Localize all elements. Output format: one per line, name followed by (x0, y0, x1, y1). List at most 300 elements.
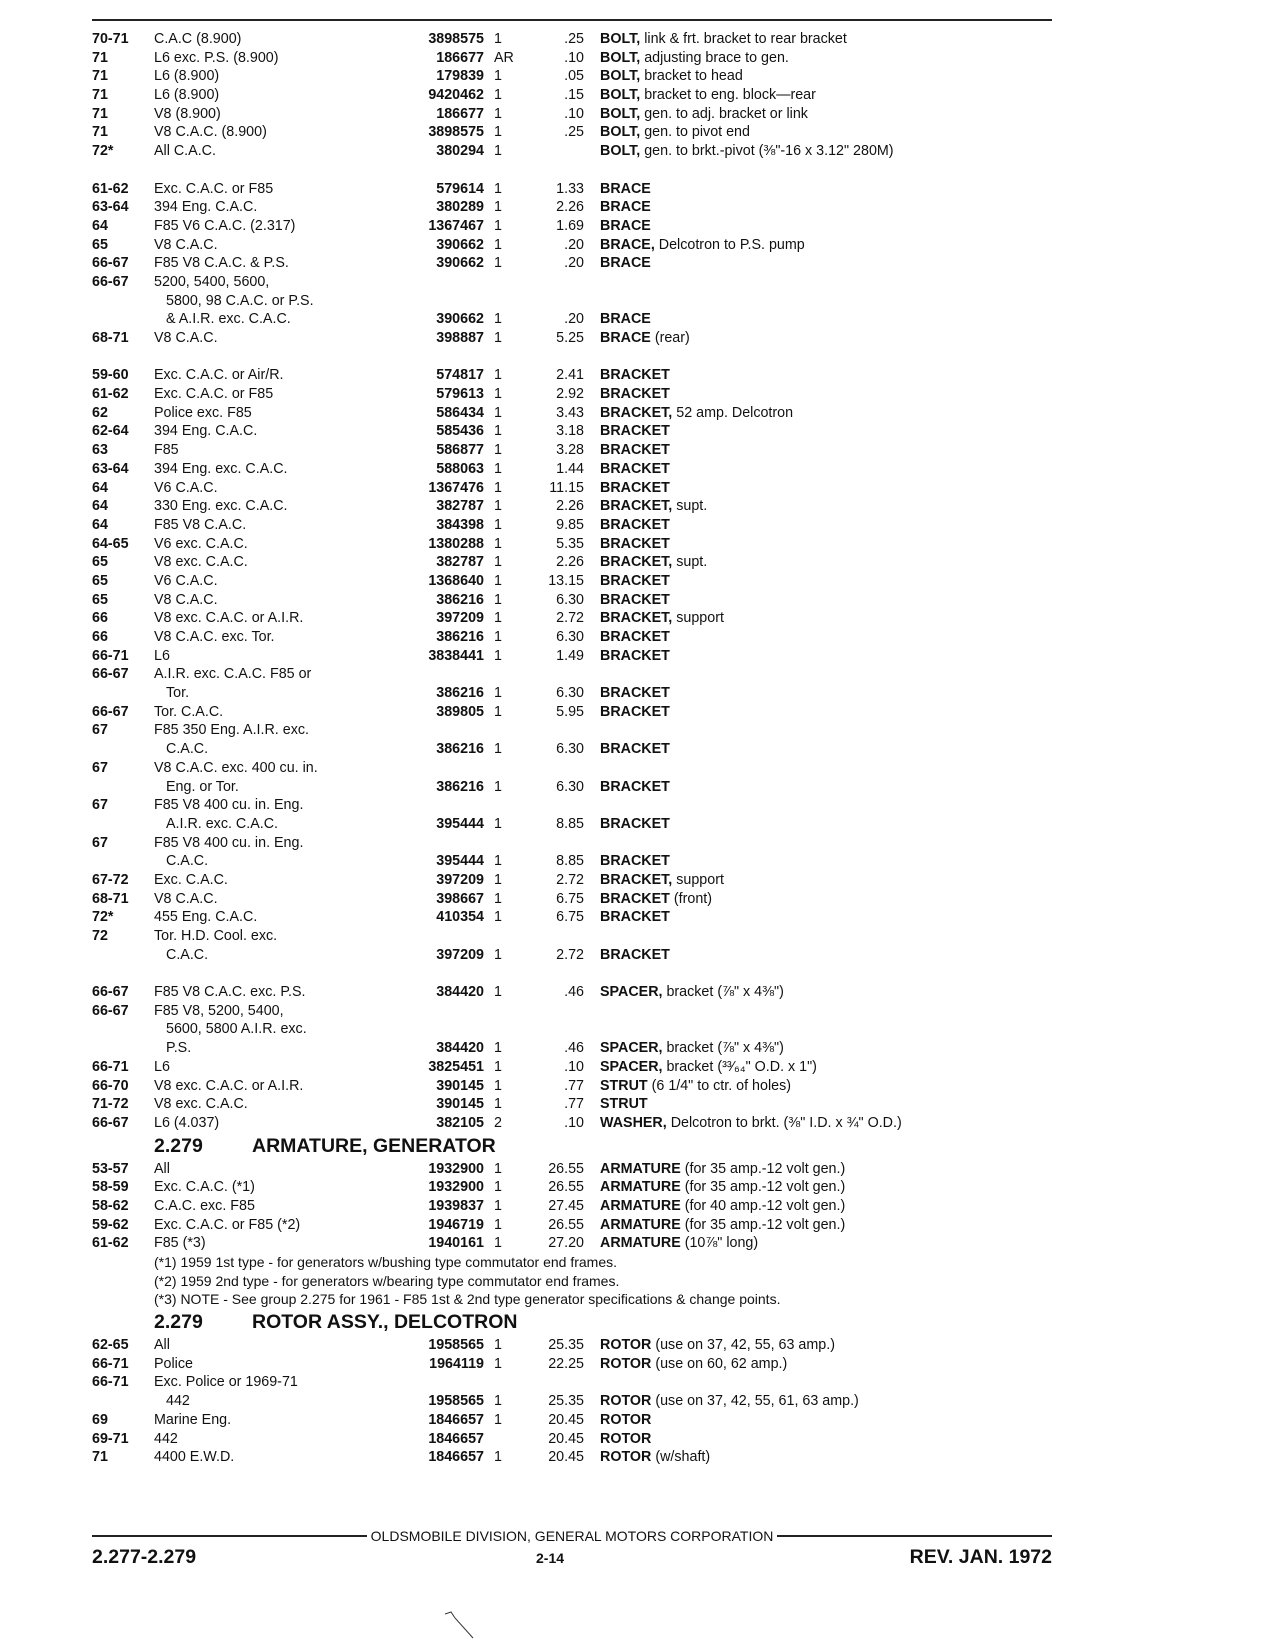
table-row (92, 647, 1052, 666)
description-name: BOLT, (600, 31, 641, 47)
quantity-cell: 1 (494, 741, 502, 758)
description-detail: supt. (672, 554, 708, 571)
description-detail: (6 1/4" to ctr. of holes) (647, 1077, 792, 1094)
year-cell: 63 (92, 442, 108, 459)
description-name: STRUT (600, 1096, 648, 1113)
part-number-cell: 386216 (436, 591, 484, 608)
application-cell: V6 C.A.C. (154, 479, 218, 496)
application-cell: V6 exc. C.A.C. (154, 535, 248, 552)
table-row (92, 49, 1052, 68)
part-number-cell (390, 665, 490, 684)
part-number-cell: 3825451 (428, 1058, 484, 1075)
year-cell: 65 (92, 236, 108, 253)
year-cell: 64-65 (92, 535, 129, 552)
quantity-cell: 1 (494, 124, 502, 141)
description-name: BOLT, (600, 105, 641, 122)
table-row (92, 67, 1052, 86)
price-cell: 6.30 (556, 778, 584, 795)
quantity-cell: 1 (494, 442, 502, 459)
description-cell (600, 1448, 1052, 1467)
price-cell: 27.45 (548, 1197, 584, 1214)
year-cell: 66 (92, 629, 108, 645)
year-cell: 71 (92, 105, 108, 122)
application-cell: C.A.C. (166, 946, 209, 963)
part-number-cell: 384420 (436, 984, 484, 1001)
year-cell: 67 (92, 759, 108, 776)
year-cell: 66-71 (92, 647, 129, 664)
description-name: WASHER, (600, 1114, 667, 1131)
price-cell: .20 (564, 236, 584, 253)
footnote: (*2) 1959 2nd type - for generators w/bearing type commutator end frames. (154, 1272, 620, 1289)
quantity-cell: 1 (494, 423, 502, 440)
description-name: BOLT, (600, 68, 641, 85)
description-cell (600, 1355, 1052, 1374)
price-cell: .20 (564, 255, 584, 272)
year-cell: 62-64 (92, 423, 129, 440)
description-cell (600, 30, 1052, 49)
application-cell: V8 (8.900) (154, 105, 221, 122)
part-number-cell: 390145 (436, 1096, 484, 1113)
part-number-cell: 382787 (436, 554, 484, 571)
part-number-cell: 1946719 (428, 1216, 484, 1233)
description-cell (600, 946, 1052, 965)
year-cell (92, 310, 154, 329)
section-number: 2.279 (154, 1134, 203, 1157)
year-cell (92, 292, 154, 311)
description-name: BRACKET (600, 853, 670, 870)
table-row (92, 1178, 1052, 1197)
application-cell: P.S. (166, 1040, 192, 1057)
table-row (92, 815, 1052, 834)
description-cell (600, 310, 1052, 329)
price-cell: 26.55 (548, 1179, 584, 1196)
price-cell: .10 (564, 49, 584, 66)
description-cell (600, 422, 1052, 441)
price-cell: 2.72 (556, 610, 584, 627)
price-cell: 2.26 (556, 199, 584, 216)
section-number: 2.279 (154, 1311, 203, 1334)
table-row (92, 890, 1052, 909)
description-name: BRACE (600, 311, 651, 328)
quantity-cell (490, 273, 530, 292)
table-row (92, 852, 1052, 871)
footer-division: OLDSMOBILE DIVISION, GENERAL MOTORS CORPORATION (370, 1528, 774, 1544)
description-cell (600, 123, 1052, 142)
part-number-cell (390, 273, 490, 292)
description-detail: (10⅞" long) (680, 1235, 759, 1252)
application-cell: L6 (8.900) (154, 68, 220, 85)
description-name: ROTOR (600, 1393, 652, 1410)
part-number-cell: 382787 (436, 498, 484, 515)
part-number-cell: 9420462 (428, 87, 484, 104)
footer (92, 1546, 1052, 1574)
quantity-cell: 1 (494, 1058, 502, 1075)
year-cell (92, 946, 154, 965)
description-cell (600, 1002, 1052, 1021)
part-number-cell: 397209 (436, 610, 484, 627)
quantity-cell (490, 927, 530, 946)
description-name: ROTOR (600, 1449, 652, 1466)
description-cell (600, 1234, 1052, 1253)
year-cell: 65 (92, 554, 108, 571)
table-row (92, 30, 1052, 49)
description-cell (600, 1178, 1052, 1197)
application-cell: Police (154, 1355, 193, 1372)
description-name: BRACE (600, 217, 651, 234)
application-cell: 442 (154, 1430, 178, 1447)
quantity-cell (490, 796, 530, 815)
application-cell: V8 C.A.C. (8.900) (154, 124, 267, 141)
application-cell: L6 (154, 647, 170, 664)
description-cell (600, 1077, 1052, 1096)
price-cell: .05 (564, 68, 584, 85)
year-cell (92, 1392, 154, 1411)
description-name: ARMATURE (600, 1216, 681, 1233)
description-detail: (for 35 amp.-12 volt gen.) (680, 1216, 846, 1233)
part-number-cell: 386216 (436, 741, 484, 758)
application-cell: All (154, 1337, 170, 1354)
quantity-cell: 1 (494, 778, 502, 795)
price-cell: 22.25 (548, 1355, 584, 1372)
section-title-text: ROTOR ASSY., DELCOTRON (252, 1311, 518, 1334)
year-cell: 72* (92, 909, 114, 926)
year-cell: 71-72 (92, 1096, 129, 1113)
part-number-cell: 3898575 (428, 124, 484, 141)
description-name: BRACKET (600, 629, 670, 645)
description-cell (600, 441, 1052, 460)
description-name: ROTOR (600, 1430, 652, 1447)
part-number-cell: 398667 (436, 890, 484, 907)
quantity-cell: 1 (494, 591, 502, 608)
price-cell: 25.35 (548, 1337, 584, 1354)
table-row (92, 1114, 1052, 1133)
description-detail: link & frt. bracket to rear bracket (640, 31, 847, 47)
description-cell (600, 684, 1052, 703)
part-number-cell: 397209 (436, 946, 484, 963)
table-row (92, 927, 1052, 946)
quantity-cell: AR (494, 49, 514, 66)
application-cell: C.A.C. exc. F85 (154, 1197, 255, 1214)
description-name: SPACER, (600, 1058, 663, 1075)
price-cell (530, 665, 600, 684)
part-number-cell (390, 1373, 490, 1392)
quantity-cell (490, 834, 530, 853)
table-row (92, 908, 1052, 927)
price-cell: .10 (564, 1114, 584, 1131)
price-cell: 5.95 (556, 703, 584, 720)
footer-group: 2.277-2.279 (92, 1546, 197, 1568)
quantity-cell: 1 (494, 685, 502, 702)
part-number-cell: 588063 (436, 460, 484, 477)
description-name: ROTOR (600, 1411, 652, 1428)
table-row (92, 778, 1052, 797)
description-cell (600, 329, 1052, 348)
description-detail: bracket (³³⁄₆₄" O.D. x 1") (662, 1058, 817, 1075)
quantity-cell (490, 292, 530, 311)
quantity-cell (490, 1020, 530, 1039)
description-name: BRACKET (600, 815, 670, 832)
description-detail: supt. (672, 498, 708, 515)
price-cell: 3.18 (556, 423, 584, 440)
quantity-cell (490, 1373, 530, 1392)
description-name: BRACKET (600, 741, 670, 758)
year-cell: 71 (92, 87, 108, 104)
application-cell: F85 V8 C.A.C. & P.S. (154, 255, 289, 272)
table-row (92, 460, 1052, 479)
price-cell: 13.15 (548, 572, 584, 589)
description-name: ARMATURE (600, 1197, 681, 1214)
description-detail: bracket (⅞" x 4⅜") (662, 984, 784, 1001)
description-cell (600, 665, 1052, 684)
description-name: BOLT, (600, 87, 641, 104)
application-cell: 455 Eng. C.A.C. (154, 909, 258, 926)
part-number-cell (390, 292, 490, 311)
part-number-cell: 386216 (436, 778, 484, 795)
application-cell: F85 350 Eng. A.I.R. exc. (154, 722, 309, 739)
application-cell: Exc. Police or 1969-71 (154, 1374, 298, 1391)
table-row (92, 1077, 1052, 1096)
price-cell: 25.35 (548, 1393, 584, 1410)
price-cell (530, 1002, 600, 1021)
quantity-cell: 1 (494, 386, 502, 403)
price-cell: .25 (564, 124, 584, 141)
description-detail: gen. to brkt.-pivot (⅜"-16 x 3.12" 280M) (640, 143, 894, 160)
year-cell: 61-62 (92, 180, 129, 197)
description-name: ROTOR (600, 1355, 652, 1372)
quantity-cell: 1 (494, 871, 502, 888)
table-row (92, 292, 1052, 311)
table-row (92, 217, 1052, 236)
part-number-cell: 398887 (436, 330, 484, 346)
footer-page-number: 2-14 (536, 1550, 565, 1566)
application-cell: V8 C.A.C. exc. 400 cu. in. (154, 759, 318, 776)
description-detail: gen. to pivot end (640, 124, 750, 141)
application-cell: V8 exc. C.A.C. or A.I.R. (154, 610, 304, 627)
year-cell: 64 (92, 217, 108, 234)
table-row (92, 198, 1052, 217)
description-detail: support (672, 871, 724, 888)
description-name: BRACE (600, 180, 651, 197)
application-cell: V8 exc. C.A.C. or A.I.R. (154, 1077, 304, 1094)
year-cell: 66-67 (92, 703, 129, 720)
table-row (92, 273, 1052, 292)
description-name: BOLT, (600, 143, 641, 160)
application-cell: C.A.C (8.900) (154, 31, 242, 47)
description-cell (600, 1020, 1052, 1039)
year-cell: 71 (92, 1449, 108, 1466)
price-cell: 6.75 (556, 890, 584, 907)
part-number-cell: 1958565 (428, 1337, 484, 1354)
description-detail: (for 40 amp.-12 volt gen.) (680, 1197, 846, 1214)
quantity-cell: 1 (494, 1411, 502, 1428)
application-cell: F85 V8, 5200, 5400, (154, 1002, 284, 1019)
footnote: (*3) NOTE - See group 2.275 for 1961 - F85 1st & 2nd type generator specifications & change points. (154, 1291, 781, 1308)
application-cell: V8 C.A.C. (154, 890, 218, 907)
description-cell (600, 778, 1052, 797)
table-row (92, 1355, 1052, 1374)
part-number-cell (390, 1020, 490, 1039)
quantity-cell: 1 (494, 815, 502, 832)
description-cell (600, 871, 1052, 890)
description-cell (600, 254, 1052, 273)
price-cell: 6.30 (556, 685, 584, 702)
description-detail: Delcotron to P.S. pump (654, 236, 805, 253)
price-cell: 9.85 (556, 516, 584, 533)
description-name: BRACKET (600, 367, 670, 384)
quantity-cell: 1 (494, 1393, 502, 1410)
description-cell (600, 1336, 1052, 1355)
price-cell (530, 1373, 600, 1392)
description-name: BRACKET (600, 647, 670, 664)
pen-mark (445, 1610, 475, 1640)
price-cell: 5.35 (556, 535, 584, 552)
year-cell: 62 (92, 404, 108, 421)
quantity-cell: 2 (494, 1114, 502, 1131)
description-name: BRACKET (600, 685, 670, 702)
part-number-cell: 3838441 (428, 647, 484, 664)
description-cell (600, 703, 1052, 722)
table-row (92, 310, 1052, 329)
quantity-cell: 1 (494, 1179, 502, 1196)
application-cell: Tor. H.D. Cool. exc. (154, 928, 278, 944)
parts-list (92, 30, 1052, 1467)
application-cell: L6 exc. P.S. (8.900) (154, 49, 279, 66)
description-name: BRACKET (600, 946, 670, 963)
price-cell: .77 (564, 1077, 584, 1094)
quantity-cell: 1 (494, 105, 502, 122)
table-row (92, 1373, 1052, 1392)
description-cell (600, 647, 1052, 666)
part-number-cell: 1846657 (428, 1411, 484, 1428)
year-cell: 63-64 (92, 199, 129, 216)
description-cell (600, 1373, 1052, 1392)
table-row (92, 759, 1052, 778)
application-cell: All C.A.C. (154, 143, 216, 160)
year-cell (92, 684, 154, 703)
table-row (92, 1448, 1052, 1467)
table-row (92, 86, 1052, 105)
part-number-cell: 586434 (436, 404, 484, 421)
part-number-cell: 3898575 (428, 31, 484, 47)
description-cell (600, 815, 1052, 834)
description-cell (600, 366, 1052, 385)
part-number-cell: 389805 (436, 703, 484, 720)
part-number-cell: 1846657 (428, 1449, 484, 1466)
quantity-cell: 1 (494, 87, 502, 104)
quantity-cell: 1 (494, 1449, 502, 1466)
table-row (92, 1095, 1052, 1114)
quantity-cell: 1 (494, 311, 502, 328)
application-cell: A.I.R. exc. C.A.C. F85 or (154, 666, 312, 683)
application-cell: F85 V8 C.A.C. exc. P.S. (154, 984, 306, 1001)
year-cell: 68-71 (92, 330, 129, 346)
description-detail: Delcotron to brkt. (⅜" I.D. x ¾" O.D.) (666, 1114, 902, 1131)
description-cell (600, 834, 1052, 853)
quantity-cell: 1 (494, 330, 502, 346)
price-cell: 2.72 (556, 946, 584, 963)
price-cell: 2.92 (556, 386, 584, 403)
footer-rule-right (777, 1535, 1052, 1537)
table-row (92, 385, 1052, 404)
year-cell: 67 (92, 797, 108, 814)
year-cell: 61-62 (92, 1235, 129, 1252)
part-number-cell: 384420 (436, 1040, 484, 1057)
top-rule (92, 19, 1052, 21)
description-name: ROTOR (600, 1337, 652, 1354)
application-cell: Exc. C.A.C. (*1) (154, 1179, 255, 1196)
quantity-cell: 1 (494, 984, 502, 1001)
description-name: BRACE (600, 255, 651, 272)
year-cell: 67-72 (92, 871, 129, 888)
part-number-cell: 1940161 (428, 1235, 484, 1252)
application-cell: Exc. C.A.C. or F85 (*2) (154, 1216, 301, 1233)
year-cell: 67 (92, 722, 108, 739)
description-cell (600, 591, 1052, 610)
year-cell: 71 (92, 68, 108, 85)
application-cell: Marine Eng. (154, 1411, 232, 1428)
part-number-cell: 1380288 (428, 535, 484, 552)
table-row (92, 497, 1052, 516)
price-cell: 1.69 (556, 217, 584, 234)
description-name: ARMATURE (600, 1179, 681, 1196)
part-number-cell: 380294 (436, 143, 484, 160)
price-cell: 1.49 (556, 647, 584, 664)
quantity-cell: 1 (494, 1040, 502, 1057)
description-name: BRACKET (600, 423, 670, 440)
year-cell: 70-71 (92, 31, 129, 47)
description-detail: adjusting brace to gen. (640, 49, 789, 66)
table-row (92, 1234, 1052, 1253)
description-cell (600, 236, 1052, 255)
table-row (92, 609, 1052, 628)
part-number-cell (390, 927, 490, 946)
table-row (92, 535, 1052, 554)
description-name: BRACKET (600, 909, 670, 926)
year-cell: 59-60 (92, 367, 129, 384)
year-cell: 66-67 (92, 273, 129, 290)
table-row (92, 404, 1052, 423)
quantity-cell: 1 (494, 1077, 502, 1094)
section-heading (92, 1133, 1052, 1160)
part-number-cell: 1964119 (429, 1355, 484, 1372)
year-cell: 66-70 (92, 1077, 129, 1094)
part-number-cell: 1368640 (428, 572, 484, 589)
table-row (92, 329, 1052, 348)
price-cell: .15 (564, 87, 584, 104)
year-cell: 71 (92, 49, 108, 66)
quantity-cell: 1 (494, 68, 502, 85)
description-name: BRACKET, (600, 498, 673, 515)
part-number-cell (390, 1002, 490, 1021)
price-cell: .46 (564, 1040, 584, 1057)
description-name: BRACKET (600, 386, 670, 403)
application-cell: & A.I.R. exc. C.A.C. (166, 311, 291, 328)
application-cell: V8 exc. C.A.C. (154, 554, 248, 571)
quantity-cell: 1 (494, 180, 502, 197)
year-cell: 65 (92, 591, 108, 608)
description-cell (600, 217, 1052, 236)
quantity-cell: 1 (494, 1355, 502, 1372)
description-cell (600, 86, 1052, 105)
year-cell: 59-62 (92, 1216, 129, 1233)
part-number-cell: 579614 (436, 180, 484, 197)
spacer-gap (92, 348, 1052, 367)
description-cell (600, 1411, 1052, 1430)
table-row (92, 1039, 1052, 1058)
application-cell: L6 (8.900) (154, 87, 220, 104)
price-cell: 26.55 (548, 1216, 584, 1233)
footer-rule-left (92, 1535, 367, 1537)
